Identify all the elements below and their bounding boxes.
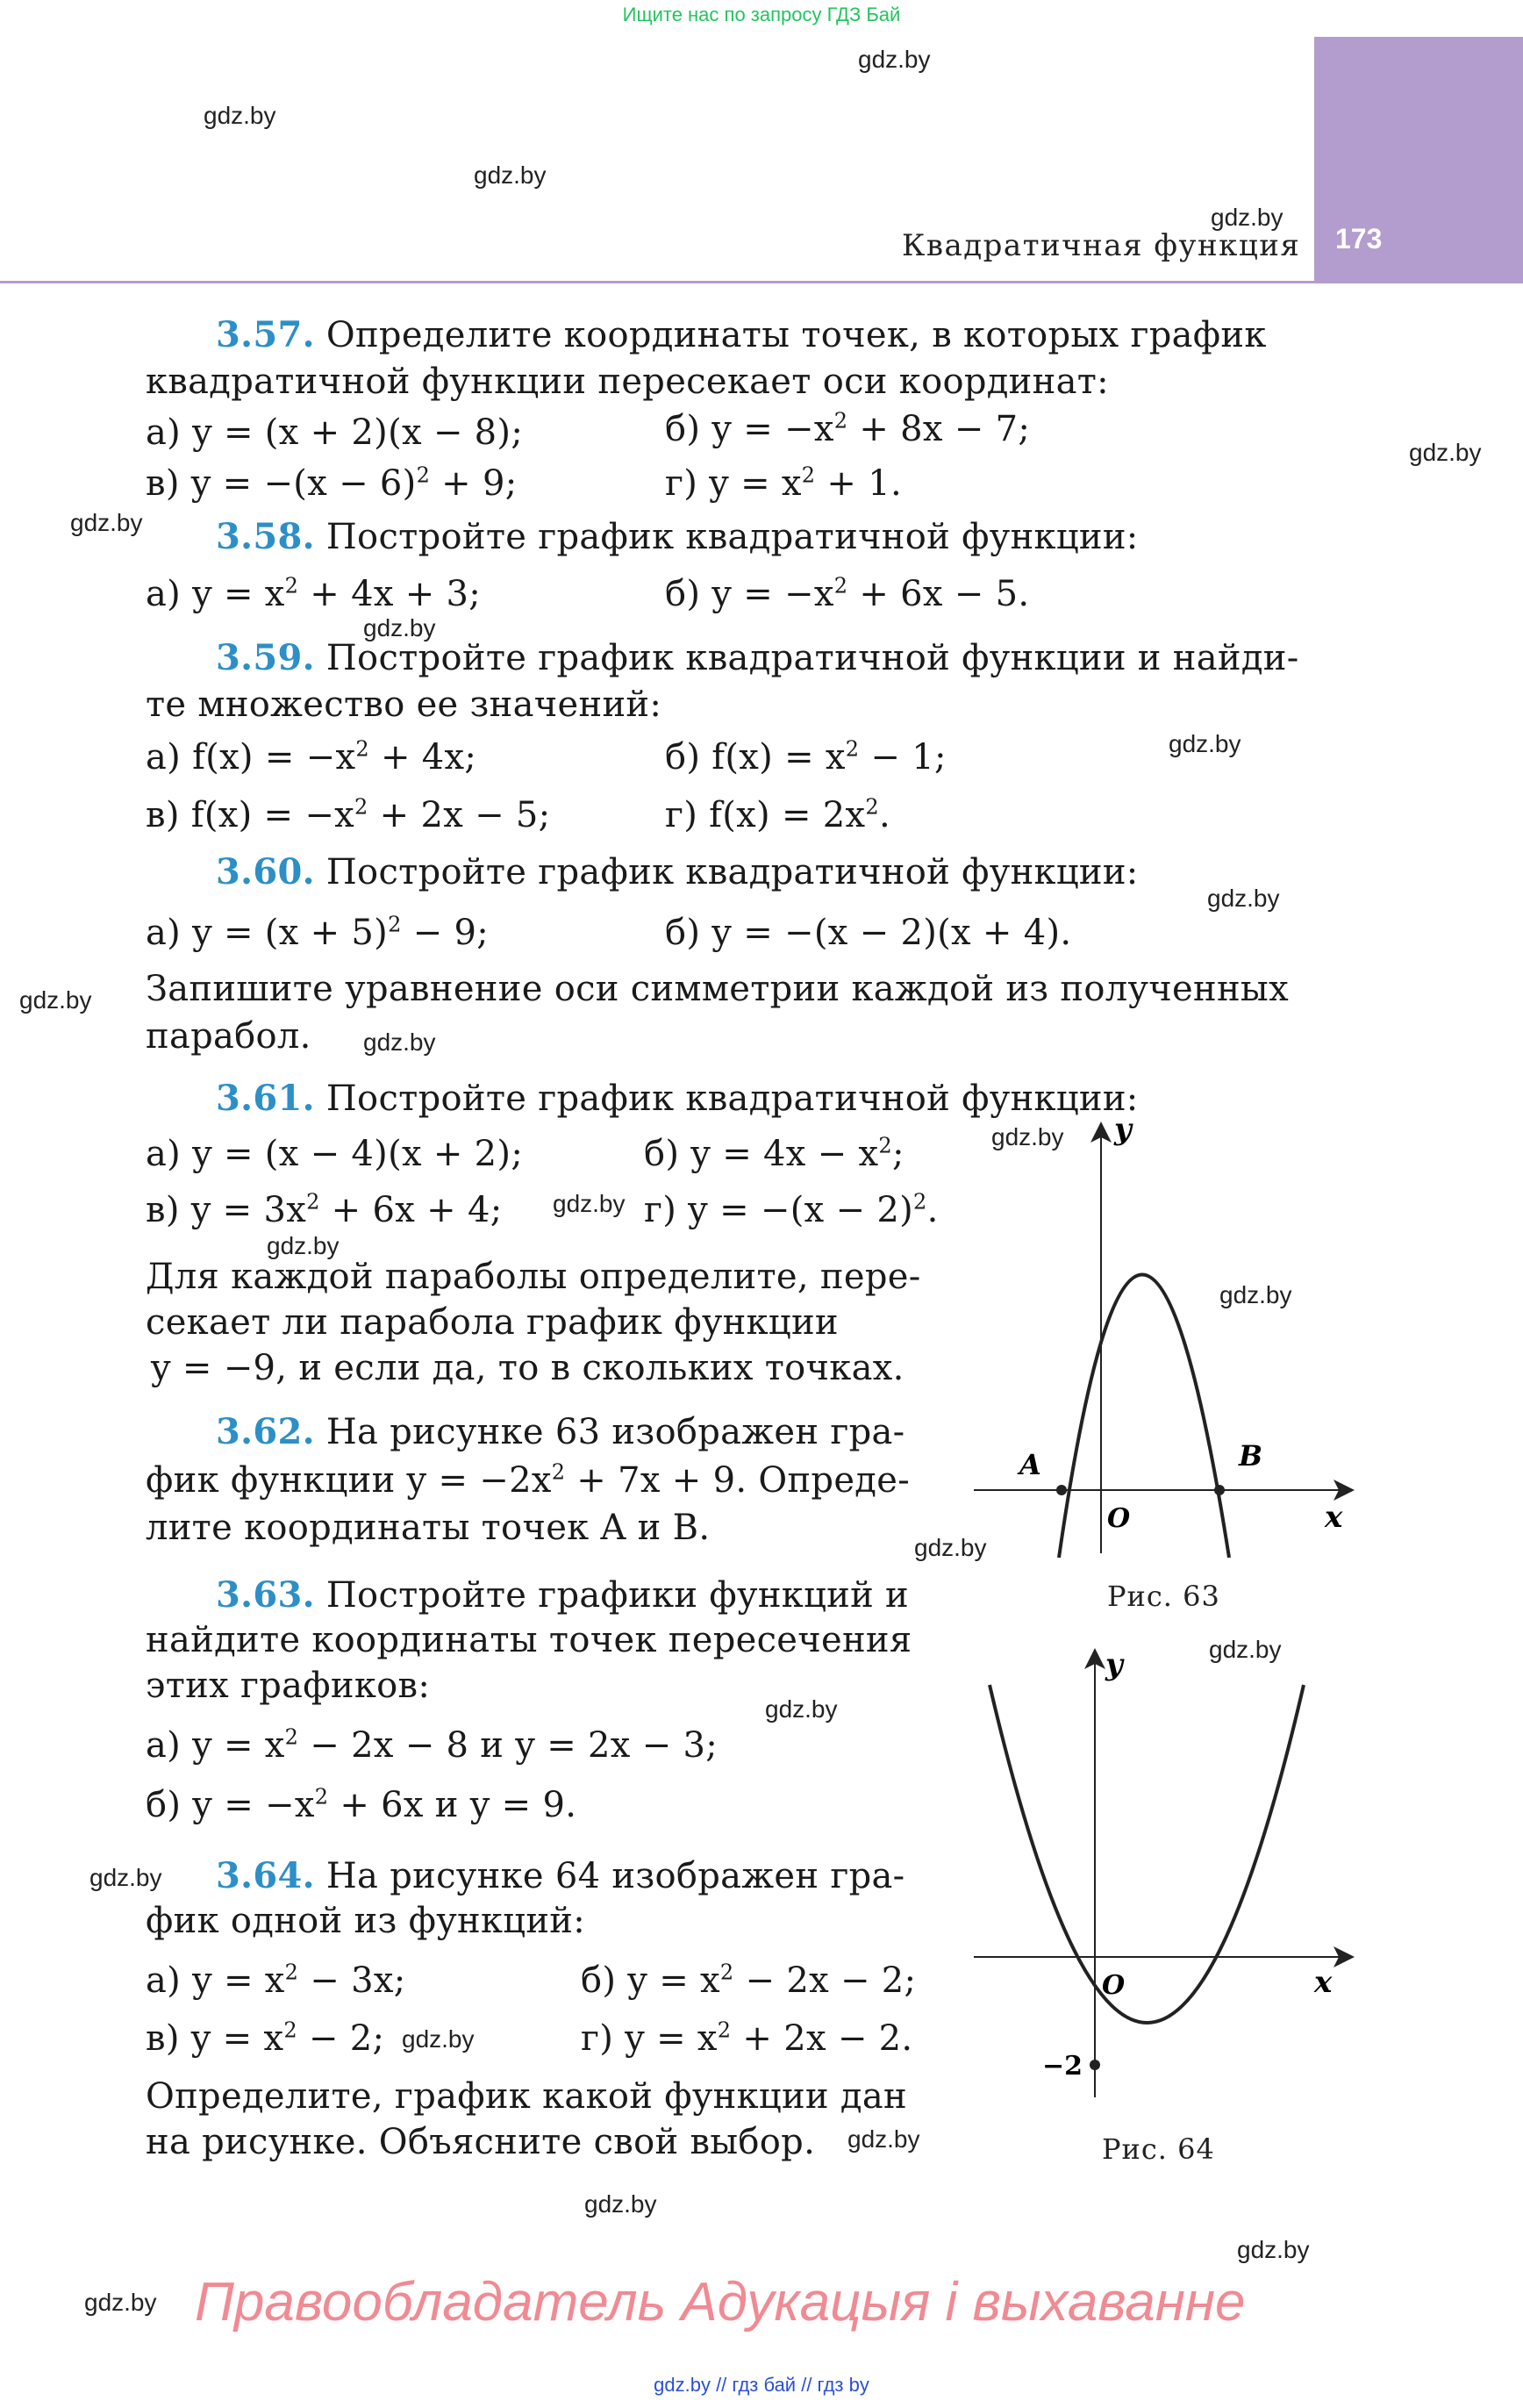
formula-part: г) f(x) = 2x	[665, 795, 866, 835]
problem-3-60-line1	[216, 851, 1139, 892]
problem-3-57-a: а) y = (x + 2)(x − 8);	[146, 412, 524, 453]
origin-label: O	[1102, 1970, 1126, 2001]
watermark: gdz.by	[1219, 1281, 1292, 1308]
problem-3-59-v	[146, 795, 550, 835]
problem-3-61-line3: секает ли парабола график функции	[146, 1302, 839, 1343]
formula-part: + 2x − 5;	[368, 795, 551, 835]
problem-3-61-line1	[216, 1078, 1139, 1119]
problem-3-62-line3: лите координаты точек A и B.	[146, 1508, 711, 1548]
watermark: gdz.by	[991, 1123, 1064, 1150]
figure-63-caption: Рис. 63	[1107, 1580, 1220, 1613]
problem-text: Постройте график квадратичной функции:	[325, 517, 1139, 557]
parabola	[990, 1685, 1304, 2023]
problem-3-59-g	[665, 795, 890, 835]
figure-64	[965, 1641, 1369, 2132]
parabola	[1059, 1275, 1229, 1559]
exponent: 2	[354, 794, 368, 820]
formula-part: .	[926, 1190, 939, 1230]
problem-3-59-line1	[216, 637, 1299, 678]
formula-part: .	[878, 795, 890, 835]
problem-text: Постройте графики функций и	[325, 1575, 910, 1616]
exponent: 2	[284, 1724, 299, 1750]
formula-part: б) f(x) = x	[665, 737, 846, 778]
exponent: 2	[719, 1960, 734, 1985]
formula-part: б) y = −x	[146, 1785, 315, 1825]
exponent: 2	[314, 1784, 329, 1810]
minus-two-label: −2	[1042, 2051, 1083, 2082]
exponent: 2	[283, 2017, 297, 2043]
watermark: gdz.by	[584, 2190, 657, 2218]
problem-number: 3.58.	[216, 516, 315, 557]
formula-part: в) f(x) = −x	[146, 795, 355, 835]
watermark: gdz.by	[914, 1534, 987, 1561]
exponent: 2	[913, 1189, 927, 1215]
formula-part: − 9;	[401, 913, 490, 953]
problem-3-64-v	[146, 2018, 384, 2059]
watermark: gdz.by	[1211, 204, 1283, 231]
exponent: 2	[845, 736, 860, 762]
formula-part: фик функции y = −2x	[146, 1460, 552, 1501]
problem-3-57-b	[665, 409, 1030, 449]
problem-3-61-a: а) y = (x − 4)(x + 2);	[146, 1134, 524, 1174]
problem-3-59-line2: те множество ее значений:	[146, 684, 662, 725]
watermark: gdz.by	[1209, 1636, 1282, 1663]
formula-part: + 7x + 9. Опреде-	[565, 1460, 911, 1501]
problem-3-64-line3: Определите, график какой функции дан	[146, 2076, 907, 2117]
problem-number: 3.60.	[216, 851, 315, 892]
watermark: gdz.by	[363, 1028, 436, 1056]
problem-3-64-a	[146, 1960, 405, 2001]
formula-part: б) y = −x	[665, 574, 834, 614]
origin-label: O	[1107, 1503, 1131, 1534]
section-title: Квадратичная функция	[902, 228, 1301, 263]
formula-part: − 2;	[297, 2018, 385, 2059]
problem-3-63-b	[146, 1785, 576, 1825]
problem-3-64-line4: на рисунке. Объясните свой выбор.	[146, 2122, 816, 2162]
watermark: gdz.by	[553, 1190, 626, 1217]
exponent: 2	[355, 736, 369, 762]
formula-part: + 6x и y = 9.	[328, 1785, 577, 1825]
formula-part: а) f(x) = −x	[146, 737, 356, 778]
problem-3-64-g	[581, 2018, 912, 2059]
point-a	[1056, 1485, 1067, 1495]
problem-3-62-line1	[216, 1411, 905, 1452]
problem-3-57-v	[146, 463, 518, 504]
exponent: 2	[551, 1459, 566, 1485]
formula-part: + 6x + 4;	[319, 1190, 503, 1230]
problem-text: Определите координаты точек, в которых график	[325, 315, 1267, 355]
exponent: 2	[284, 1960, 299, 1985]
watermark: gdz.by	[89, 1864, 162, 1891]
y-label: y	[1114, 1114, 1132, 1147]
exponent: 2	[878, 1133, 892, 1158]
watermark: gdz.by	[267, 1232, 340, 1259]
figure-64-caption: Рис. 64	[1102, 2132, 1215, 2166]
header-rule	[0, 281, 1523, 283]
exponent: 2	[833, 573, 848, 598]
formula-part: б) y = −x	[665, 409, 834, 449]
formula-part: − 2x − 8 и y = 2x − 3;	[298, 1725, 719, 1766]
problem-3-58-line1	[216, 516, 1139, 557]
point-b	[1214, 1485, 1225, 1495]
problem-3-60-a	[146, 913, 489, 953]
problem-3-60-line2: Запишите уравнение оси симметрии каждой из полученных	[146, 969, 1289, 1009]
problem-3-63-line1	[216, 1574, 909, 1616]
point-b-label: B	[1239, 1439, 1263, 1473]
formula-part: + 6x − 5.	[847, 574, 1030, 614]
problem-3-57-g	[665, 463, 902, 504]
top-search-link[interactable]: Ищите нас по запросу ГДЗ Бай	[622, 4, 901, 25]
formula-part: а) y = x	[146, 574, 285, 614]
formula-part: + 9;	[430, 463, 518, 504]
problem-3-61-line4: y = −9, и если да, то в скольких точках.	[151, 1348, 905, 1388]
formula-part: + 1.	[815, 463, 902, 504]
y-intercept-point	[1090, 2060, 1100, 2070]
watermark: gdz.by	[84, 2289, 157, 2316]
problem-3-61-v	[146, 1190, 503, 1230]
watermark: gdz.by	[19, 986, 92, 1014]
problem-3-61-line2: Для каждой параболы определите, пере-	[146, 1257, 921, 1297]
formula-part: а) y = (x + 5)	[146, 913, 389, 953]
problem-3-57-line1	[216, 314, 1267, 355]
formula-part: б) y = 4x − x	[644, 1134, 879, 1174]
x-label: x	[1325, 1500, 1343, 1535]
y-label: y	[1105, 1647, 1123, 1682]
problem-3-61-b	[644, 1134, 905, 1174]
point-a-label: A	[1019, 1448, 1041, 1481]
watermark: gdz.by	[1237, 2236, 1310, 2263]
problem-3-64-b	[581, 1960, 916, 2001]
formula-part: в) y = −(x − 6)	[146, 463, 417, 504]
problem-3-61-g	[644, 1190, 939, 1230]
problem-3-62-line2	[146, 1460, 910, 1501]
figure-63	[965, 1114, 1369, 1571]
formula-part: − 1;	[859, 737, 947, 778]
watermark: gdz.by	[1169, 730, 1241, 757]
exponent: 2	[416, 462, 431, 488]
problem-3-57-line2: квадратичной функции пересекает оси координат:	[146, 362, 1109, 402]
problem-3-63-line2: найдите координаты точек пересечения	[146, 1620, 912, 1660]
exponent: 2	[801, 462, 816, 488]
problem-number: 3.63.	[216, 1574, 315, 1616]
formula-part: б) y = x	[581, 1960, 720, 2001]
x-label: x	[1314, 1965, 1333, 2000]
formula-part: + 2x − 2.	[731, 2018, 913, 2059]
exponent: 2	[865, 794, 879, 820]
problem-3-64-line2: фик одной из функций:	[146, 1901, 586, 1941]
formula-part: − 3x;	[298, 1960, 406, 2001]
problem-text: Постройте график квадратичной функции и найди-	[325, 638, 1299, 678]
problem-3-58-b	[665, 574, 1029, 614]
problem-3-60-b: б) y = −(x − 2)(x + 4).	[665, 913, 1072, 953]
problem-number: 3.59.	[216, 637, 315, 678]
watermark: gdz.by	[402, 2025, 475, 2053]
copyright-footer: Правообладатель Адукацыя і выхаванне	[195, 2272, 1246, 2333]
problem-3-63-line3: этих графиков:	[146, 1666, 431, 1706]
watermark: gdz.by	[765, 1695, 838, 1723]
formula-part: ;	[891, 1134, 905, 1174]
formula-part: + 4x + 3;	[298, 574, 482, 614]
formula-part: а) y = x	[146, 1960, 285, 2001]
problem-3-59-a	[146, 737, 476, 778]
problem-number: 3.61.	[216, 1078, 315, 1119]
formula-part: г) y = −(x − 2)	[644, 1190, 913, 1230]
problem-3-59-b	[665, 737, 947, 778]
watermark: gdz.by	[363, 614, 436, 641]
exponent: 2	[388, 912, 402, 937]
problem-text: Постройте график квадратичной функции:	[325, 1079, 1139, 1119]
problem-text: На рисунке 64 изображен гра-	[325, 1856, 905, 1896]
formula-part: в) y = 3x	[146, 1190, 307, 1230]
problem-3-64-line1	[216, 1855, 905, 1896]
watermark: gdz.by	[1207, 885, 1280, 912]
watermark: gdz.by	[70, 509, 143, 536]
formula-part: г) y = x	[581, 2018, 718, 2059]
watermark: gdz.by	[1409, 439, 1482, 466]
problem-3-60-line3: парабол.	[146, 1016, 311, 1057]
bottom-links[interactable]: gdz.by // гдз бай // гдз by	[654, 2374, 869, 2396]
exponent: 2	[284, 573, 299, 598]
watermark: gdz.by	[204, 102, 276, 129]
formula-part: г) y = x	[665, 463, 802, 504]
problem-number: 3.64.	[216, 1855, 315, 1896]
problem-3-63-a	[146, 1725, 718, 1766]
exponent: 2	[833, 408, 848, 434]
problem-3-58-a	[146, 574, 481, 614]
formula-part: а) y = x	[146, 1725, 285, 1766]
watermark: gdz.by	[847, 2125, 920, 2153]
formula-part: + 4x;	[368, 737, 477, 778]
formula-part: − 2x − 2;	[733, 1960, 917, 2001]
problem-text: На рисунке 63 изображен гра-	[325, 1412, 905, 1452]
exponent: 2	[306, 1189, 320, 1215]
formula-part: в) y = x	[146, 2018, 284, 2059]
formula-part: + 8x − 7;	[847, 409, 1031, 449]
page-number: 173	[1335, 223, 1383, 254]
problem-text: Постройте график квадратичной функции:	[325, 852, 1139, 892]
watermark: gdz.by	[858, 46, 931, 73]
problem-number: 3.62.	[216, 1411, 315, 1452]
exponent: 2	[717, 2017, 732, 2043]
watermark: gdz.by	[474, 161, 547, 189]
problem-number: 3.57.	[216, 314, 315, 355]
